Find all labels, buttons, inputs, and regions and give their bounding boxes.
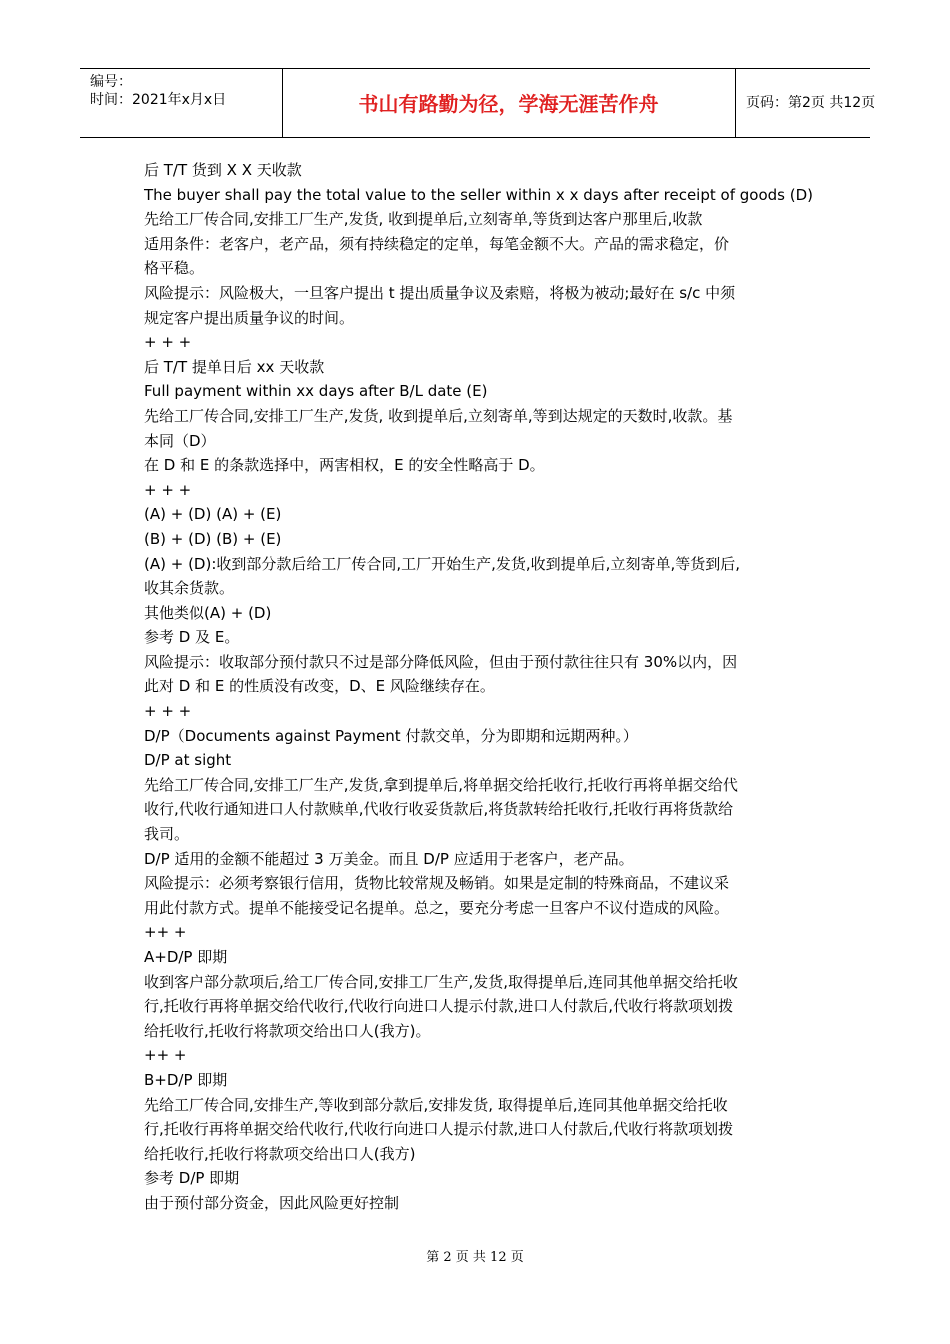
body-text-line: 本同（D） [144, 431, 216, 450]
body-text-line: (B) + (D) (B) + (E) [144, 529, 282, 548]
header-motto-cell [282, 69, 736, 137]
body-text-line: 收到客户部分款项后,给工厂传合同,安排工厂生产,发货,取得提单后,连同其他单据交给托收 [144, 972, 738, 991]
body-text-line: 规定客户提出质量争议的时间。 [144, 308, 355, 327]
body-text-line: 后 T/T 提单日后 xx 天收款 [144, 357, 325, 376]
body-text-line: 收其余货款。 [144, 579, 235, 598]
body-text-line: 其他类似(A) + (D) [144, 603, 272, 622]
body-text-line: 用此付款方式。提单不能接受记名提单。总之，要充分考虑一旦客户不议付造成的风险。 [144, 898, 730, 917]
body-text-line: 由于预付部分资金，因此风险更好控制 [144, 1193, 400, 1212]
motto-text: 书山有路勤为径，学海无涯苦作舟 [358, 92, 659, 116]
body-text-line: 风险提示：风险极大，一旦客户提出 t 提出质量争议及索赔，将极为被动;最好在 s/c 中须 [144, 283, 736, 302]
header-meta-cell [80, 69, 283, 137]
body-text-line: (A) + (D) (A) + (E) [144, 505, 282, 524]
body-text-line: + + + [144, 480, 192, 499]
body-text-line: 给托收行,托收行将款项交给出口人(我方) [144, 1144, 416, 1163]
body-text-line: 行,托收行再将单据交给代收行,代收行向进口人提示付款,进口人付款后,代收行将款项划拨 [144, 997, 734, 1016]
body-text-line: D/P 适用的金额不能超过 3 万美金。而且 D/P 应适用于老客户，老产品。 [144, 849, 634, 868]
body-text-line: ++ + [144, 1046, 187, 1065]
body-text-line: 给托收行,托收行将款项交给出口人(我方)。 [144, 1021, 431, 1040]
body-text-line: ++ + [144, 923, 187, 942]
document-date-label: 时间：2021年x月x日 [90, 92, 227, 108]
body-text-line: 适用条件：老客户，老产品，须有持续稳定的定单，每笔金额不大。产品的需求稳定，价 [144, 234, 730, 253]
body-text-line: Full payment within xx days after B/L date (E) [144, 382, 488, 401]
document-body [144, 158, 813, 1216]
body-text-line: 参考 D 及 E。 [144, 628, 240, 647]
body-text-line: B+D/P 即期 [144, 1070, 228, 1089]
body-text-line: 我司。 [144, 825, 190, 844]
body-text-line: 先给工厂传合同,安排工厂生产,发货, 收到提单后,立刻寄单,等到达规定的天数时,收款。基 [144, 406, 733, 425]
body-text-line: 参考 D/P 即期 [144, 1169, 240, 1188]
document-number-label: 编号： [90, 74, 132, 90]
body-text-line: 先给工厂传合同,安排工厂生产,发货,拿到提单后,将单据交给托收行,托收行再将单据交给代 [144, 775, 738, 794]
body-text-line: 先给工厂传合同,安排生产,等收到部分款后,安排发货, 取得提单后,连同其他单据交给托收 [144, 1095, 728, 1114]
body-text-line: 行,托收行再将单据交给代收行,代收行向进口人提示付款,进口人付款后,代收行将款项划拨 [144, 1120, 734, 1139]
body-text-line: 在 D 和 E 的条款选择中，两害相权，E 的安全性略高于 D。 [144, 456, 545, 475]
body-text-line: 后 T/T 货到 X X 天收款 [144, 161, 302, 179]
body-text-line: 收行,代收行通知进口人付款赎单,代收行收妥货款后,将货款转给托收行,托收行再将货款给 [144, 800, 734, 819]
page-header [80, 68, 876, 138]
page-footer: 第 2 页 共 12 页 [426, 1250, 524, 1265]
body-text-line: D/P at sight [144, 751, 232, 770]
body-text-line: (A) + (D):收到部分款后给工厂传合同,工厂开始生产,发货,收到提单后,立刻寄单,等货到后, [144, 554, 740, 573]
body-text-line: The buyer shall pay the total value to the seller within x x days after receipt of goods (D) [144, 185, 813, 204]
body-text-line: 此对 D 和 E 的性质没有改变，D、E 风险继续存在。 [144, 677, 495, 696]
body-text-line: D/P（Documents against Payment 付款交单，分为即期和远期两种。） [144, 726, 638, 745]
body-text-line: 风险提示：收取部分预付款只不过是部分降低风险，但由于预付款往往只有 30%以内，因 [144, 652, 738, 671]
body-text-line: 风险提示：必须考察银行信用，货物比较常规及畅销。如果是定制的特殊商品，不建议采 [144, 874, 730, 893]
body-text-line: 先给工厂传合同,安排工厂生产,发货, 收到提单后,立刻寄单,等货到达客户那里后,收款 [144, 210, 703, 229]
body-text-line: + + + [144, 702, 192, 721]
body-text-line: A+D/P 即期 [144, 948, 228, 966]
body-text-line: + + + [144, 333, 192, 352]
header-page-cell [736, 69, 876, 137]
body-text-line: 格平稳。 [144, 259, 205, 278]
header-page-number: 页码：第2页 共12页 [746, 95, 876, 111]
